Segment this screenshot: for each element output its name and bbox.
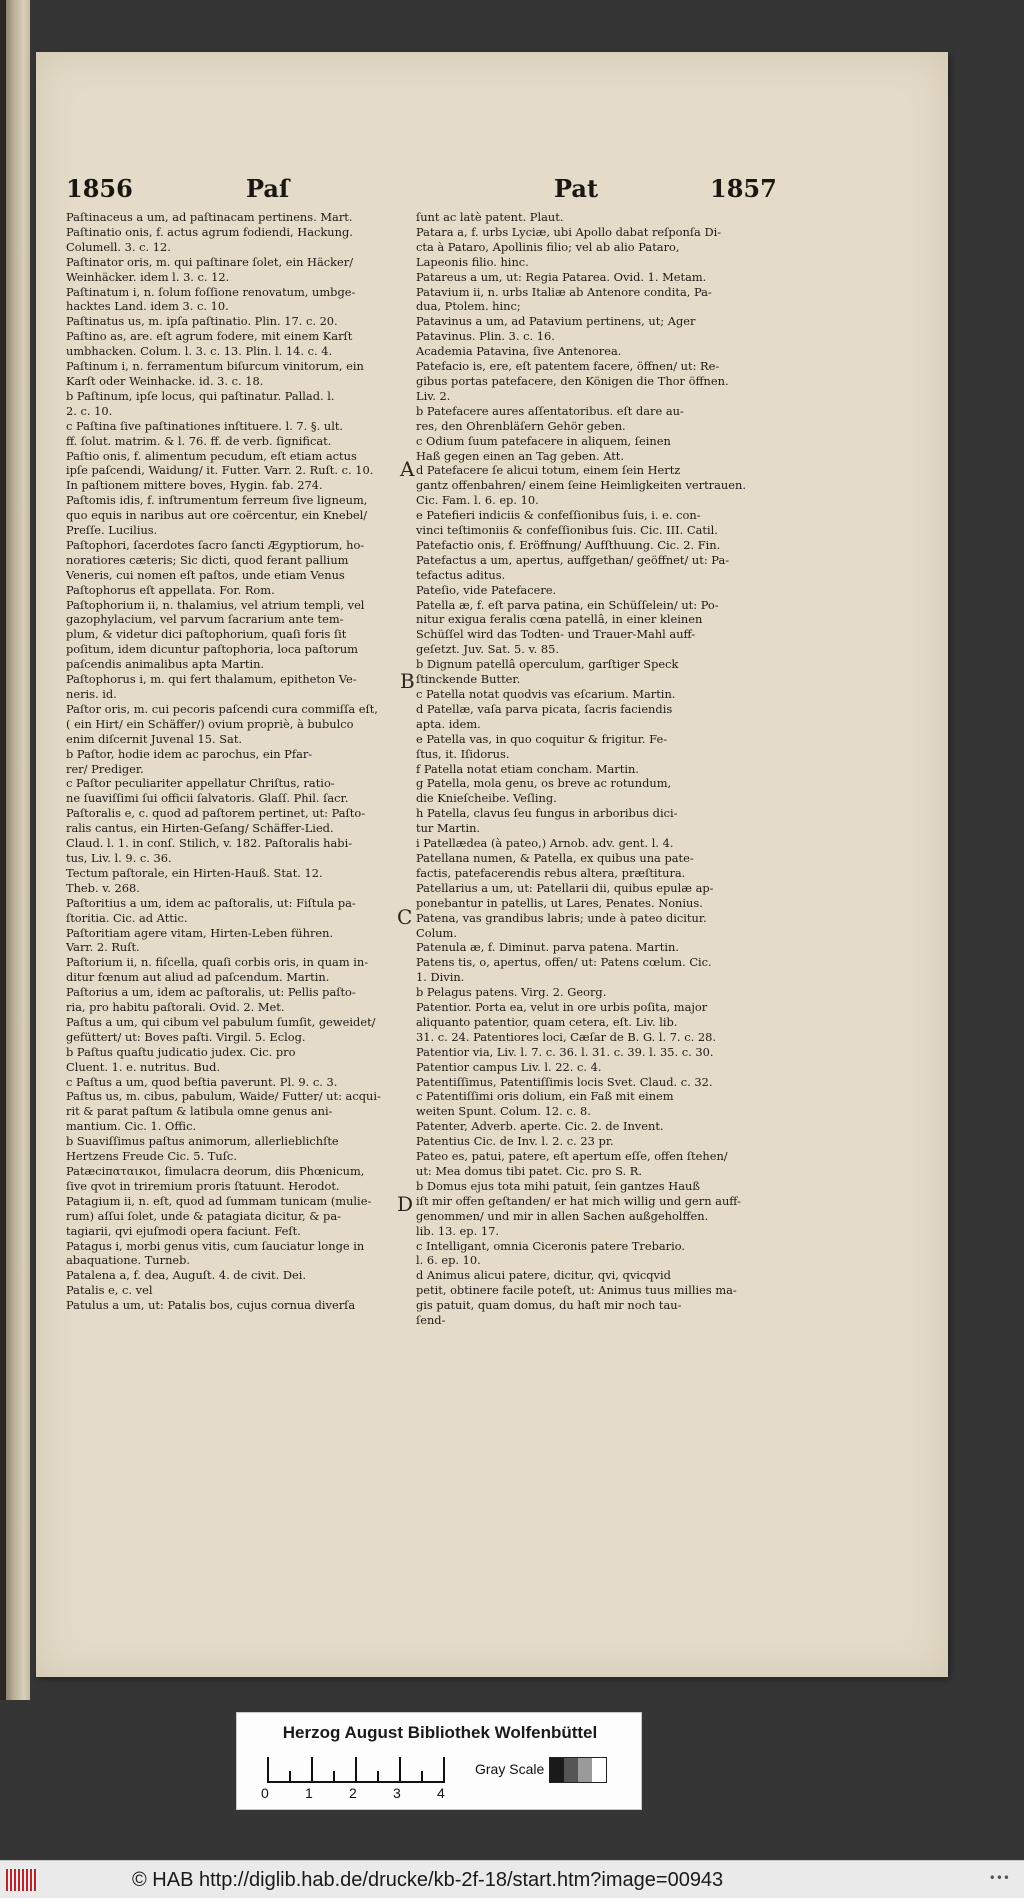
text-line: b Paſtor, hodie idem ac parochus, ein Pfar- — [66, 746, 313, 761]
gray-swatch — [578, 1758, 592, 1782]
text-line: Patagium ii, n. eſt, quod ad ſummam tunicam (mulie- — [66, 1193, 372, 1208]
gray-scale-swatches — [549, 1757, 607, 1783]
text-line: 1. Divin. — [416, 970, 465, 985]
more-icon[interactable]: ••• — [988, 1871, 1010, 1885]
text-line: Tectum paſtorale, ein Hirten-Hauß. Stat. 12. — [66, 865, 323, 880]
text-line: c Patella notat quodvis vas eſcarium. Martin. — [416, 687, 676, 701]
text-line: gantz offenbahren/ einem ſeine Heimligkeiten vertrauen. — [416, 478, 746, 493]
text-line: ut: Mea domus tibi patet. Cic. pro S. R. — [416, 1164, 642, 1178]
text-line: rit & parat paſtum & latibula omne genus ani- — [66, 1104, 333, 1119]
text-line: Academia Patavina, ſive Antenorea. — [416, 344, 622, 359]
text-line: Cic. Fam. l. 6. ep. 10. — [416, 493, 539, 508]
text-line: quo equis in naribus aut ore coërcentur, ein Knebel/ — [66, 508, 368, 523]
text-line: b Patefacere aures aſſentatoribus. eſt dare au- — [416, 403, 684, 418]
margin-letter-c: C — [397, 905, 413, 929]
text-line: rer/ Prediger. — [66, 761, 144, 776]
text-line: neris. id. — [66, 687, 117, 701]
text-line: tagiarii, qvi ejuſmodi opera faciunt. Feſt. — [66, 1223, 301, 1238]
text-line: Cluent. 1. e. nutritus. Bud. — [66, 1059, 221, 1074]
text-line: Patulus a um, ut: Patalis bos, cujus cornua diverſa — [66, 1298, 356, 1313]
text-line: petit, obtinere facile poteſt, ut: Animus tuus millies ma- — [416, 1283, 737, 1298]
text-line: b Suaviſſimus paſtus animorum, allerlieblichſte — [66, 1134, 339, 1149]
text-line: die Knieſcheibe. Veſling. — [416, 791, 557, 806]
text-line: res, den Ohrenbläſern Gehör geben. — [416, 418, 626, 433]
text-line: gis patuit, quam domus, du haſt mir noch tau- — [416, 1298, 682, 1313]
text-line: cta à Pataro, Apollinis filio; vel ab alio Pataro, — [416, 239, 680, 254]
text-line: ſtus, it. Iſidorus. — [416, 746, 510, 761]
text-line: Patavinus a um, ad Patavium pertinens, ut; Ager — [416, 314, 696, 329]
hab-logo-icon — [6, 1869, 46, 1891]
folio-left: 1856 — [66, 174, 133, 203]
text-line: genommen/ und mir in allen Sachen außgeholffen. — [416, 1208, 709, 1223]
library-title: Herzog August Bibliothek Wolfenbüttel — [282, 1723, 598, 1742]
ruler — [267, 1757, 445, 1783]
text-line: 2. c. 10. — [66, 403, 113, 418]
text-line: ralis cantus, ein Hirten-Geſang/ Schäffer-Lied. — [66, 821, 334, 836]
text-line: geſetzt. Juv. Sat. 5. v. 85. — [416, 642, 559, 657]
text-line: aliquanto patentior, quam cetera, eſt. Liv. lib. — [416, 1014, 678, 1029]
text-line: Theb. v. 268. — [66, 880, 140, 895]
text-line: c Paſtus a um, quod beſtia paverunt. Pl. 9. c. 3. — [66, 1074, 338, 1089]
text-line: rum) aſſui ſolet, unde & patagiata dicitur, & pa- — [66, 1208, 341, 1223]
ruler-label: 2 — [349, 1785, 357, 1801]
text-line: ipſe paſcendi, Waidung/ it. Futter. Varr. 2. Ruſt. c. 10. — [66, 463, 374, 478]
text-line: Patentior via, Liv. l. 7. c. 36. l. 31. c. 39. l. 35. c. 30. — [416, 1044, 714, 1059]
text-line: Paſtophori, ſacerdotes ſacro ſancti Ægyptiorum, ho- — [66, 537, 365, 552]
text-line: Paſtorium ii, n. fiſcella, quaſi corbis oris, in quam in- — [66, 955, 369, 970]
text-line: ſtinckende Butter. — [416, 672, 521, 687]
text-line: dua, Ptolem. hinc; — [416, 299, 521, 314]
text-line: Paſtoritius a um, idem ac paſtoralis, ut: Fiſtula pa- — [66, 895, 356, 910]
text-line: Patavinus. Plin. 3. c. 16. — [416, 329, 555, 344]
dictionary-page — [36, 52, 948, 1677]
text-line: enim diſcernit Juvenal 15. Sat. — [66, 731, 243, 746]
margin-letter-a: A — [400, 457, 415, 481]
running-head-left: Paſ — [246, 174, 290, 203]
text-line: ponebantur in patellis, ut Lares, Penates. Nonius. — [416, 895, 703, 910]
text-line: mantium. Cic. 1. Offic. — [66, 1119, 197, 1134]
text-line: nitur exigua feralis cœna patellâ, in einer kleinen — [416, 612, 703, 627]
text-line: gazophylacium, vel parvum ſacrarium ante tem- — [66, 612, 344, 627]
text-line: d Patellæ, vaſa parva picata, ſacris faciendis — [416, 701, 673, 716]
text-line: Patefacio is, ere, eſt patentem facere, öffnen/ ut: Re- — [416, 359, 720, 374]
text-line: b Paſtus quaſtu judicatio judex. Cic. pro — [66, 1044, 296, 1059]
running-head-right: Pat — [554, 174, 599, 203]
text-line: Paſtus us, m. cibus, pabulum, Waide/ Futter/ ut: acqui- — [66, 1089, 381, 1104]
text-line: plum, & videtur dici paſtophorium, quaſi foris ſit — [66, 627, 347, 642]
text-line: umbhacken. Colum. l. 3. c. 13. Plin. l. 14. c. 4. — [66, 344, 333, 359]
text-line: apta. idem. — [416, 716, 481, 731]
text-line: Patellana numen, & Patella, ex quibus una pate- — [416, 850, 694, 865]
text-line: Patefactus a um, apertus, auffgethan/ geöffnet/ ut: Pa- — [416, 552, 730, 567]
text-line: Patentior campus Liv. l. 22. c. 4. — [416, 1059, 602, 1074]
text-line: Weinhäcker. idem l. 3. c. 12. — [66, 269, 230, 284]
text-line: Paſtoritiam agere vitam, Hirten-Leben führen. — [66, 925, 334, 940]
text-line: Columell. 3. c. 12. — [66, 239, 171, 254]
ruler-label: 1 — [305, 1785, 313, 1801]
text-line: e Patefieri indiciis & confeſſionibus ſuis, i. e. con- — [416, 508, 701, 523]
text-line: ne ſuaviſſimi ſui officii ſalvatoris. Glaſſ. Phil. ſacr. — [66, 791, 349, 806]
text-line: Paſtinatus us, m. ipſa paſtinatio. Plin. 17. c. 20. — [66, 314, 338, 329]
text-line: tefactus aditus. — [416, 567, 506, 582]
text-line: Varr. 2. Ruſt. — [66, 940, 140, 955]
text-line: Patefactio onis, f. Eröffnung/ Aufſthuung. Cic. 2. Fin. — [416, 537, 721, 552]
text-line: Patalis e, c. vel — [66, 1283, 153, 1298]
text-line: Patareus a um, ut: Regia Patarea. Ovid. 1. Metam. — [416, 269, 707, 284]
ruler-label: 4 — [437, 1785, 445, 1801]
text-line: Liv. 2. — [416, 388, 451, 403]
text-line: Patara a, f. urbs Lyciæ, ubi Apollo dabat reſponſa Di- — [416, 224, 722, 239]
text-line: Colum. — [416, 925, 457, 940]
text-line: abaquatione. Turneb. — [66, 1253, 191, 1268]
text-line: Preſſe. Lucilius. — [66, 523, 158, 538]
text-line: ditur fœnum aut aliud ad paſcendum. Martin. — [66, 970, 330, 985]
text-line: tur Martin. — [416, 821, 481, 836]
text-line: l. 6. ep. 10. — [416, 1253, 481, 1268]
text-line: gefüttert/ ut: Boves paſti. Virgil. 5. Eclog. — [66, 1029, 306, 1044]
color-scale-card — [236, 1712, 642, 1810]
text-line: Patentior. Porta ea, velut in ore urbis poſita, major — [416, 1000, 708, 1015]
text-line: noratiores cæteris; Sic dicti, quod ferant pallium — [66, 552, 349, 567]
text-line: ſive qvot in triremium proris ſtatuunt. Herodot. — [66, 1178, 340, 1193]
text-line: ff. ſolut. matrim. & l. 76. ff. de verb. ſignificat. — [66, 433, 332, 448]
text-line: ſunt ac latè patent. Plaut. — [416, 210, 564, 224]
text-line: Paſtorius a um, idem ac paſtoralis, ut: Pellis paſto- — [66, 985, 356, 1000]
ruler-label: 3 — [393, 1785, 401, 1801]
margin-letter-d: D — [397, 1192, 414, 1216]
text-line: paſcendis animalibus apta Martin. — [66, 657, 265, 672]
adjacent-page-edge — [0, 0, 30, 1700]
viewer-footer — [0, 1860, 1024, 1898]
text-line: Haß gegen einen an Tag geben. Att. — [416, 448, 625, 463]
text-line: b Dignum patellâ operculum, garſtiger Speck — [416, 657, 679, 672]
text-line: Paſtor oris, m. cui pecoris paſcendi cura commiſſa eſt, — [66, 701, 378, 716]
text-line: Patavium ii, n. urbs Italiæ ab Antenore condita, Pa- — [416, 284, 712, 299]
text-line: Paſtinatum i, n. ſolum foſſione renovatum, umbge- — [66, 284, 356, 299]
text-line: factis, patefacerendis rebus altera, præſtitura. — [416, 865, 686, 880]
text-line: Patenula æ, f. Diminut. parva patena. Martin. — [416, 940, 679, 955]
gray-swatch — [550, 1758, 564, 1782]
text-line: ( ein Hirt/ ein Schäffer/) ovium propriè, à bubulco — [66, 716, 354, 731]
gray-scale-label: Gray Scale — [475, 1761, 545, 1777]
text-line: e Patella vas, in quo coquitur & frigitur. Fe- — [416, 731, 668, 746]
text-line: c Paſtor peculiariter appellatur Chriſtus, ratio- — [66, 776, 335, 791]
text-line: Karſt oder Weinhacke. id. 3. c. 18. — [66, 373, 264, 388]
text-line: ria, pro habitu paſtorali. Ovid. 2. Met. — [66, 1000, 285, 1015]
text-line: Patena, vas grandibus labris; unde à pateo dicitur. — [416, 910, 707, 925]
text-line: Pateo es, patui, patere, eſt apertum eſſe, offen ſtehen/ — [416, 1149, 728, 1164]
text-line: h Patella, clavus ſeu fungus in arboribus dici- — [416, 806, 678, 821]
text-line: c Intelligant, omnia Ciceronis patere Trebario. — [416, 1238, 686, 1253]
text-line: Paſtophorus i, m. qui fert thalamum, epitheton Ve- — [66, 672, 357, 687]
text-line: Paſtoralis e, c. quod ad paſtorem pertinet, ut: Paſto- — [66, 806, 366, 821]
text-line: Paſtio onis, f. alimentum pecudum, eſt etiam actus — [66, 448, 357, 463]
text-line: 31. c. 24. Patentiores loci, Cæſar de B. G. l. 7. c. 28. — [416, 1029, 716, 1044]
text-line: gibus portas patefacere, den Königen die Thor öffnen. — [416, 373, 729, 388]
text-line: Patens tis, o, apertus, offen/ ut: Patens cœlum. Cic. — [416, 955, 712, 970]
text-line: Patalena a, f. dea, Auguſt. 4. de civit. Dei. — [66, 1268, 307, 1283]
text-line: Pateſio, vide Patefacere. — [416, 582, 557, 597]
left-text-column — [66, 210, 428, 1313]
folio-right: 1857 — [710, 174, 777, 203]
margin-letter-b: B — [400, 669, 415, 693]
source-url[interactable]: © HAB http://diglib.hab.de/drucke/kb-2f-18/start.htm?image=00943 — [132, 1869, 724, 1891]
right-text-column — [416, 210, 778, 1328]
text-line: lib. 13. ep. 17. — [416, 1223, 499, 1238]
text-line: b Domus ejus tota mihi patuit, ſein gantzes Hauß — [416, 1178, 700, 1193]
text-line: Patagus i, morbi genus vitis, cum ſauciatur longe in — [66, 1238, 365, 1253]
gray-swatch — [564, 1758, 578, 1782]
text-line: Patentius Cic. de Inv. l. 2. c. 23 pr. — [416, 1134, 614, 1149]
text-line: ſend- — [416, 1313, 446, 1328]
text-line: Paſtinatio onis, f. actus agrum fodiendi, Hackung. — [66, 224, 353, 239]
text-line: Veneris, cui nomen eſt paſtos, unde etiam Venus — [66, 567, 345, 582]
text-line: poſitum, idem dicuntur paſtophoria, loca paſtorum — [66, 642, 358, 657]
text-line: i Patellædea (à pateo,) Arnob. adv. gent. l. 4. — [416, 836, 674, 851]
text-line: Schüſſel wird das Todten- und Trauer-Mahl auff- — [416, 627, 696, 642]
text-line: In paſtionem mittere boves, Hygin. fab. 274. — [66, 478, 323, 493]
text-line: Patæciπαταικοι, ſimulacra deorum, diis Phœnicum, — [66, 1164, 365, 1178]
text-line: Claud. l. 1. in conſ. Stilich, v. 182. Paſtoralis habi- — [66, 836, 353, 851]
text-line: ſtoritia. Cic. ad Attic. — [66, 910, 188, 925]
text-line: Paſtino as, are. eſt agrum fodere, mit einem Karſt — [66, 329, 353, 344]
text-line: c Patentiſſimi oris dolium, ein Faß mit einem — [416, 1089, 674, 1104]
text-line: iſt mir offen geſtanden/ er hat mich willig und gern auff- — [416, 1193, 741, 1208]
text-line: Lapeonis filio. hinc. — [416, 254, 529, 269]
text-line: b Pelagus patens. Virg. 2. Georg. — [416, 985, 607, 1000]
text-line: b Paſtinum, ipſe locus, qui paſtinatur. Pallad. l. — [66, 388, 335, 403]
ruler-label: 0 — [261, 1785, 269, 1801]
text-line: Paſtinum i, n. ferramentum biſurcum vinitorum, ein — [66, 359, 364, 374]
text-line: Paſtophorium ii, n. thalamius, vel atrium templi, vel — [66, 597, 365, 612]
text-line: Paſtinaceus a um, ad paſtinacam pertinens. Mart. — [66, 210, 353, 224]
text-line: g Patella, mola genu, os breve ac rotundum, — [416, 776, 672, 791]
text-line: d Patefacere ſe alicui totum, einem ſein Hertz — [416, 463, 681, 478]
text-line: Patenter, Adverb. aperte. Cic. 2. de Invent. — [416, 1119, 664, 1134]
text-line: Paſtus a um, qui cibum vel pabulum ſumſit, geweidet/ — [66, 1014, 376, 1029]
text-line: d Animus alicui patere, dicitur, qvi, qvicqvid — [416, 1268, 671, 1283]
text-line: Patella æ, f. eſt parva patina, ein Schüſſelein/ ut: Po- — [416, 597, 719, 612]
text-line: c Paſtina ſive paſtinationes inſtituere. l. 7. §. ult. — [66, 418, 344, 433]
ruler-labels — [261, 1785, 461, 1803]
text-line: hacktes Land. idem 3. c. 10. — [66, 299, 229, 314]
text-line: f Patella notat etiam concham. Martin. — [416, 761, 639, 776]
text-line: Paſtophorus eſt appellata. For. Rom. — [66, 582, 275, 597]
text-line: Paſtomis idis, f. inſtrumentum ferreum ſive ligneum, — [66, 493, 368, 508]
text-line: Patellarius a um, ut: Patellarii dii, quibus epulæ ap- — [416, 880, 714, 895]
text-line: tus, Liv. l. 9. c. 36. — [66, 850, 172, 865]
text-line: Patentiſſimus, Patentiſſimis locis Svet. Claud. c. 32. — [416, 1074, 713, 1089]
text-line: Hertzens Freude Cic. 5. Tuſc. — [66, 1149, 237, 1164]
gray-swatch — [592, 1758, 606, 1782]
text-line: weiten Spunt. Colum. 12. c. 8. — [416, 1104, 591, 1119]
text-line: vinci teſtimoniis & confeſſionibus ſuis. Cic. III. Catil. — [416, 523, 718, 538]
text-line: Paſtinator oris, m. qui paſtinare ſolet, ein Häcker/ — [66, 254, 354, 269]
text-line: c Odium ſuum patefacere in aliquem, ſeinen — [416, 433, 671, 448]
